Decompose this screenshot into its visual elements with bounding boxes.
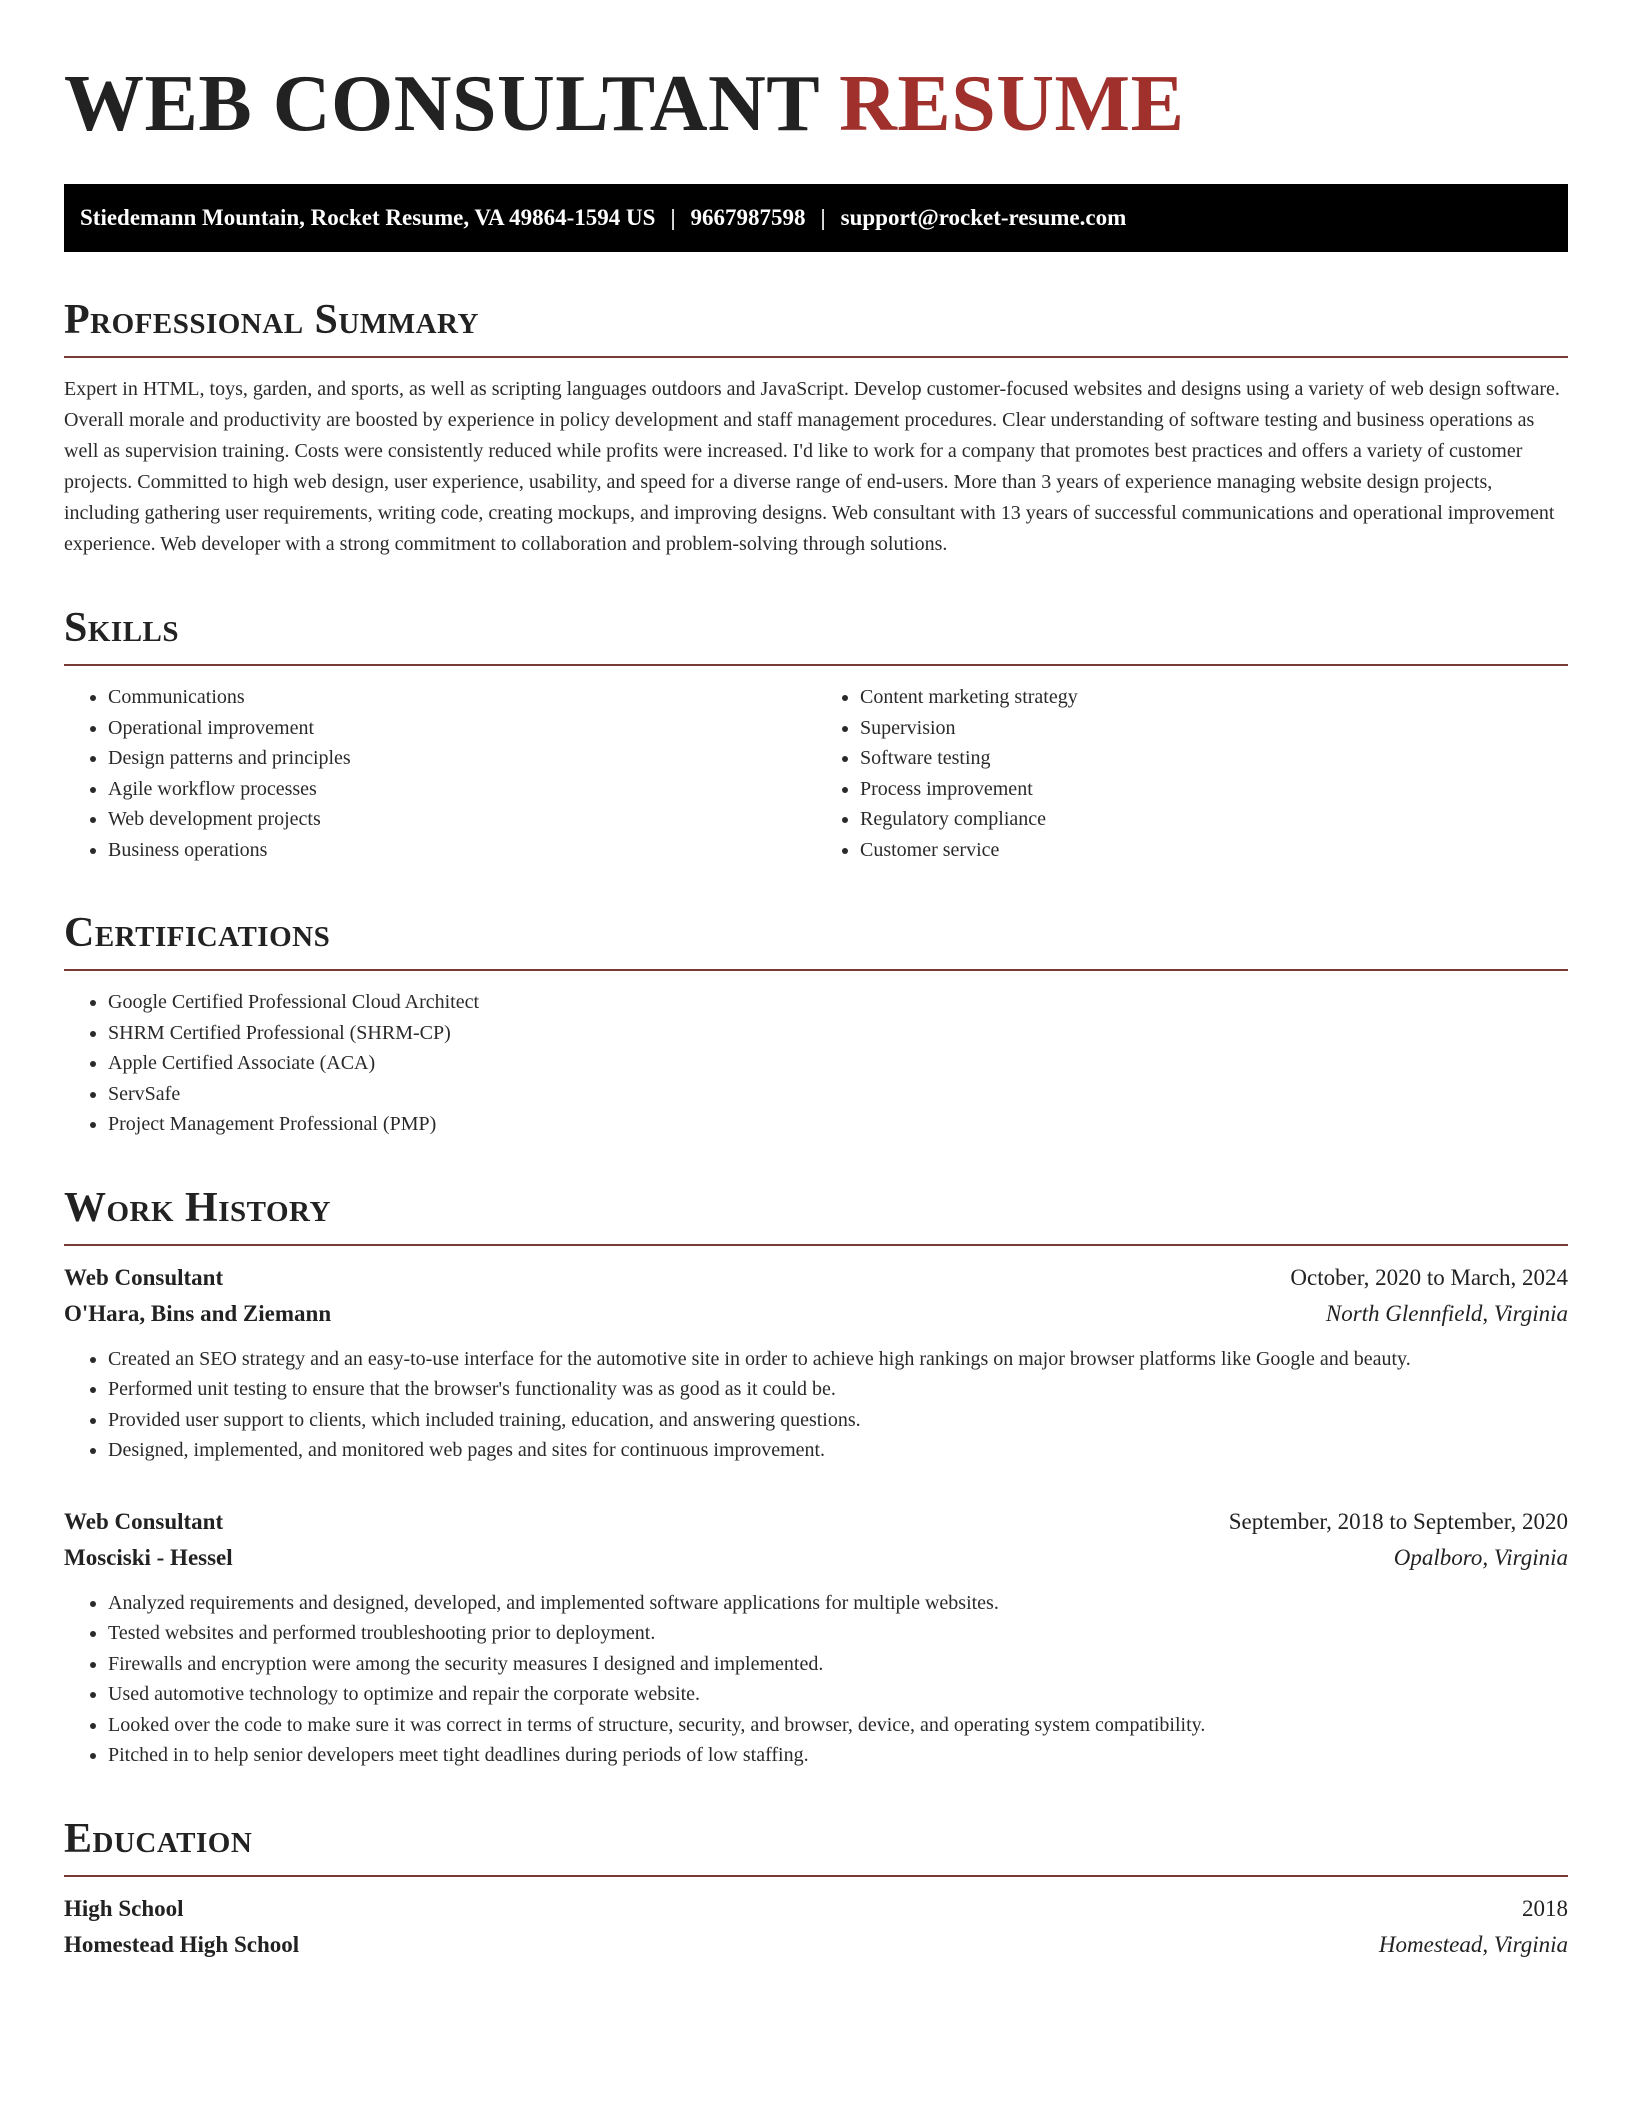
job-bullets [64,1344,1568,1466]
skills-section [64,604,1568,865]
job-dates: October, 2020 to March, 2024 [1290,1264,1568,1290]
contact-email: support@rocket-resume.com [840,205,1127,230]
skill-item: • Web development projects [108,804,816,835]
title-main: WEB CONSULTANT [64,60,819,148]
job-header-row [64,1504,1568,1540]
certification-item: • SHRM Certified Professional (SHRM-CP) [108,1018,1568,1049]
skill-item: • Agile workflow processes [108,774,816,805]
education-location: Homestead, Virginia [1378,1931,1568,1957]
skills-grid [64,666,1568,865]
section-title-education: Education [64,1815,1568,1877]
job-company-row [64,1296,1568,1332]
education-degree: High School [64,1895,184,1921]
resume-title [64,0,1568,150]
contact-separator: | [820,205,826,230]
job-dates: September, 2018 to September, 2020 [1228,1508,1568,1534]
job-bullet: • Used automotive technology to optimize and repair the corporate website. [108,1679,1568,1710]
job-bullet: • Created an SEO strategy and an easy-to-use interface for the automotive site in order to achieve high rankings on major browser platforms like Google and beauty. [108,1344,1568,1375]
job-header-row [64,1260,1568,1296]
job-bullet: • Performed unit testing to ensure that the browser's functionality was as good as it could be. [108,1374,1568,1405]
skill-item: • Regulatory compliance [860,804,1568,835]
education-entry [64,1891,1568,1963]
contact-phone: 9667987598 [690,205,806,230]
education-year: 2018 [1522,1895,1568,1921]
job-company: O'Hara, Bins and Ziemann [64,1300,332,1326]
skill-item: • Customer service [860,835,1568,866]
education-header-row [64,1891,1568,1927]
work-section [64,1184,1568,1771]
job-entry [64,1504,1568,1771]
job-company-row [64,1540,1568,1576]
certification-item: • Google Certified Professional Cloud Architect [108,987,1568,1018]
contact-bar [64,184,1568,252]
section-title-work: Work History [64,1184,1568,1246]
education-section [64,1815,1568,1963]
title-accent: RESUME [839,60,1185,148]
job-location: Opalboro, Virginia [1393,1544,1568,1570]
contact-separator: | [670,205,676,230]
job-bullets [64,1588,1568,1771]
certification-item: • ServSafe [108,1079,1568,1110]
skill-item: • Content marketing strategy [860,682,1568,713]
job-bullet: • Tested websites and performed troubleshooting prior to deployment. [108,1618,1568,1649]
job-entry [64,1260,1568,1466]
job-bullet: • Designed, implemented, and monitored web pages and sites for continuous improvement. [108,1435,1568,1466]
skill-item: • Communications [108,682,816,713]
certifications-section [64,909,1568,1140]
skill-item: • Supervision [860,713,1568,744]
job-role: Web Consultant [64,1508,224,1534]
job-location: North Glennfield, Virginia [1325,1300,1568,1326]
job-bullet: • Analyzed requirements and designed, developed, and implemented software applications for multiple websites. [108,1588,1568,1619]
education-school-row [64,1927,1568,1963]
job-bullet: • Firewalls and encryption were among the security measures I designed and implemented. [108,1649,1568,1680]
skill-item: • Software testing [860,743,1568,774]
job-bullet: • Pitched in to help senior developers meet tight deadlines during periods of low staffing. [108,1740,1568,1771]
job-role: Web Consultant [64,1264,224,1290]
section-title-certifications: Certifications [64,909,1568,971]
certifications-list [64,987,1568,1140]
skill-item: • Process improvement [860,774,1568,805]
contact-address: Stiedemann Mountain, Rocket Resume, VA 49864-1594 US [80,205,656,230]
job-company: Mosciski - Hessel [64,1544,233,1570]
skills-list-left [64,682,816,865]
skills-list-right [816,682,1568,865]
skill-item: • Business operations [108,835,816,866]
education-school: Homestead High School [64,1931,300,1957]
job-bullet: • Provided user support to clients, which included training, education, and answering questions. [108,1405,1568,1436]
section-title-skills: Skills [64,604,1568,666]
section-title-summary: Professional Summary [64,296,1568,358]
skill-item: • Design patterns and principles [108,743,816,774]
job-bullet: • Looked over the code to make sure it was correct in terms of structure, security, and browser, device, and operating system compatibility. [108,1710,1568,1741]
summary-text: Expert in HTML, toys, garden, and sports, as well as scripting languages outdoors and JavaScript. Develop customer-focused websites and designs using a variety of web design software. Overall morale and productivity are boosted by experience in policy development and staff management procedures. Clear understanding of software testing and business operations as well as supervision training. Costs were consistently reduced while profits were increased. I'd like to work for a company that promotes best practices and offers a variety of customer projects. Committed to high web design, user experience, usability, and speed for a diverse range of end-users. More than 3 years of experience managing website design projects, including gathering user requirements, writing code, creating mockups, and improving designs. Web consultant with 13 years of successful communications and operational improvement experience. Web developer with a strong commitment to collaboration and problem-solving through solutions. [64,378,1560,555]
summary-section [64,296,1568,560]
skill-item: • Operational improvement [108,713,816,744]
certification-item: • Apple Certified Associate (ACA) [108,1048,1568,1079]
certification-item: • Project Management Professional (PMP) [108,1109,1568,1140]
